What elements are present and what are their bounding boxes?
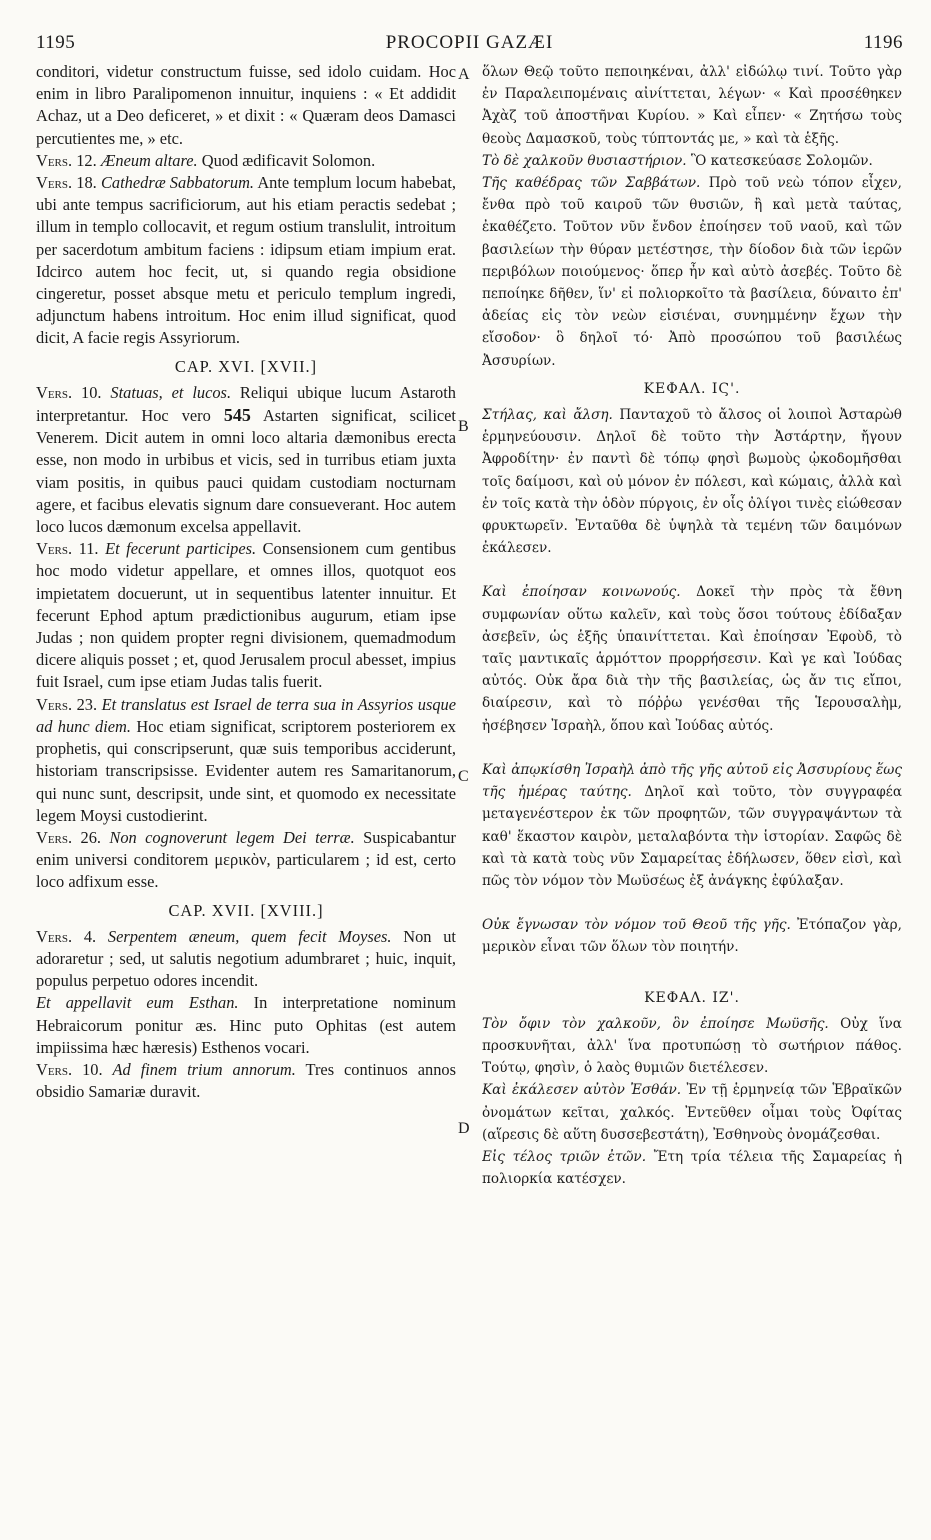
margin-letter-b: B bbox=[458, 418, 469, 435]
verse-title: Et translatus est Israel de terra sua in Assyrios usque ad hunc diem. bbox=[36, 694, 456, 736]
verse-title: Καὶ ἐκάλεσεν αὐτὸν Ἐσθάν. bbox=[482, 1082, 682, 1099]
verse-text: Δηλοῖ καὶ τοῦτο, τὸν συγγραφέα μεταγενέστερον ἐκ τῶν προφητῶν, τῶν συγγραψάντων τὰ καθ' ἕκαστον καιρὸν, μεταλαβόντα τὴν ἱστορίαν. Σαφῶς δὲ καὶ τὰ κατὰ τοὺς νῦν Σαμαρείτας ἐδήλωσεν, ὅθεν εἰσὶ, καὶ πῶς τὸν νόμον τὸν Μωϋσέως ἐξ ἀνάγκης ἐφύλαξαν. bbox=[482, 784, 902, 889]
verse-text: Οὐχ ἵνα προσκυνῆται, ἀλλ' ἵνα προτυπώσῃ τὸ σωτήριον πάθος. Τούτῳ, φησὶν, ὁ λαὸς θυμιῶν διετέλεσεν. bbox=[482, 1015, 902, 1077]
margin-letter-a: A bbox=[458, 66, 470, 83]
spacer bbox=[482, 559, 902, 581]
verse-text: Hoc etiam significat, scriptorem posteriorem ex prophetis, qui conscripserunt, quæ suis temporibus acciderunt, historiam transcripsisse. Evidenter autem res Samaritanorum, qui nunc sunt, descripsit, unde sint, et quomodo ex necessitate legem Moysi custodierint. bbox=[36, 716, 456, 825]
verse-title: Ad finem trium annorum. bbox=[112, 1059, 296, 1079]
verse-label: Vers. 12. bbox=[36, 150, 97, 170]
verse-title: Serpentem æneum, quem fecit Moyses. bbox=[107, 926, 392, 946]
verse-title: Καὶ ἐποίησαν κοινωνούς. bbox=[482, 584, 681, 601]
verse-text: Astarten significat, scilicet Venerem. Dicit autem in omni loco altaria dæmonibus erecta esse, non modo in urbibus et vicis, sed in turribus etiam juxta viam positis, in quibus pauci quidam custodiam nocturnam agere, et facibus elevatis signum dare consueverant. Hoc autem loco lucos dæmonum excelsa appellavit. bbox=[36, 406, 456, 537]
latin-paragraph bbox=[36, 827, 456, 894]
page-header bbox=[36, 32, 903, 58]
verse-label: Vers. 10. bbox=[36, 382, 102, 402]
verse-label: Vers. 11. bbox=[36, 539, 99, 559]
greek-paragraph bbox=[482, 404, 902, 559]
greek-column bbox=[482, 61, 902, 1510]
chapter-heading: CAP. XVI. [XVII.] bbox=[174, 356, 318, 376]
greek-paragraph bbox=[482, 1079, 902, 1146]
verse-title: Καὶ ἀπῳκίσθη Ἰσραὴλ ἀπὸ τῆς γῆς αὐτοῦ εἰς Ἀσσυρίους ἕως τῆς ἡμέρας ταύτης. bbox=[482, 761, 902, 801]
verse-text: Tres continuos annos obsidio Samariæ duravit. bbox=[36, 1059, 456, 1102]
column-number: 545 bbox=[223, 405, 251, 426]
verse-title: Statuas, et lucos. bbox=[110, 382, 232, 402]
verse-text: Non ut adoraretur ; sed, ut salutis negotium adumbraret ; huic, inquit, populus perpetuo odores incendit. bbox=[36, 926, 456, 991]
verse-label: Vers. 26. bbox=[36, 827, 102, 847]
spacer bbox=[482, 892, 902, 914]
margin-letter-c: C bbox=[458, 768, 469, 785]
verse-title: Στήλας, καὶ ἄλση. bbox=[482, 407, 613, 424]
verse-title: Τῆς καθέδρας τῶν Σαββάτων. bbox=[482, 175, 701, 192]
latin-paragraph bbox=[36, 694, 456, 827]
greek-paragraph bbox=[482, 1146, 902, 1190]
verse-title: Et fecerunt participes. bbox=[105, 539, 257, 559]
latin-paragraph bbox=[36, 1059, 456, 1103]
latin-column bbox=[36, 61, 456, 1510]
verse-text: Ἐτόπαζον γὰρ, μερικὸν εἶναι τῶν ὅλων τὸν ποιητήν. bbox=[482, 917, 902, 956]
latin-paragraph bbox=[36, 926, 456, 993]
greek-paragraph bbox=[482, 581, 902, 736]
verse-text: Suspicabantur enim universi conditorem μερικὸν, particularem ; id est, certo loco adfixum esse. bbox=[36, 827, 456, 892]
verse-title: Et appellavit eum Esthan. bbox=[36, 993, 239, 1013]
latin-paragraph bbox=[36, 172, 456, 350]
verse-text: In interpretatione nominum Hebraicorum ponitur æs. Hinc puto Ophitas (est autem impiissima hæc hæresis) Esthenos vocari. bbox=[36, 993, 456, 1057]
chapter-heading: CAP. XVII. [XVIII.] bbox=[168, 900, 324, 920]
greek-paragraph bbox=[482, 1013, 902, 1080]
greek-paragraph bbox=[482, 914, 902, 958]
verse-title: Cathedræ Sabbatorum. bbox=[100, 173, 255, 193]
verse-text: Ἐν τῇ ἑρμηνείᾳ τῶν Ἑβραϊκῶν ὀνομάτων κεῖται, χαλκός. Ἐντεῦθεν οἶμαι τοὺς Ὀφίτας (αἵρεσις δὲ αὕτη δυσσεβεστάτη), Ἐσθηνοὺς ὀνομάζεσθαι. bbox=[482, 1082, 902, 1143]
verse-text: Ἔτη τρία τέλεια τῆς Σαμαρείας ἡ πολιορκία κατέσχεν. bbox=[482, 1148, 902, 1188]
verse-text: Reliqui ubique lucum Astaroth interpretantur. Hoc vero bbox=[36, 382, 456, 426]
spacer bbox=[482, 737, 902, 759]
latin-paragraph bbox=[36, 150, 456, 172]
greek-paragraph bbox=[482, 172, 902, 372]
latin-paragraph bbox=[36, 992, 456, 1059]
right-page-number: 1196 bbox=[863, 32, 903, 53]
verse-title: Οὐκ ἔγνωσαν τὸν νόμον τοῦ Θεοῦ τῆς γῆς. bbox=[482, 917, 791, 934]
verse-label: Vers. 4. bbox=[36, 926, 97, 946]
verse-title: Εἰς τέλος τριῶν ἐτῶν. bbox=[482, 1148, 647, 1165]
left-page-number: 1195 bbox=[36, 32, 76, 53]
greek-paragraph bbox=[482, 150, 902, 172]
latin-paragraph bbox=[36, 382, 456, 538]
verse-text: Quod ædificavit Solomon. bbox=[197, 150, 376, 170]
verse-text: Πανταχοῦ τὸ ἄλσος οἱ λοιποὶ Ἀσταρὼθ ἑρμηνεύουσιν. Δηλοῖ δὲ τοῦτο τὴν Ἀστάρτην, ἤγουν Ἀφροδίτην· ἐν παντὶ δὲ τόπῳ φησὶ βωμοὺς ᾠκοδομῆσθαι τοῖς δαίμοσι, καὶ οὐ μόνον ἐν πόλεσι, καὶ κώμαις, ἀλλὰ καὶ ἐν τοῖς κατὰ τὴν ὁδὸν πύργοις, ἐν οἷς ὀλίγοι τινὲς εἰώθεσαν φρυκτωρεῖν. Ἐνταῦθα δὲ ὑψηλὰ τὰ τεμένη τῶν δαιμόνων ἐκάλεσεν. bbox=[482, 407, 902, 557]
verse-title: Τὸν ὄφιν τὸν χαλκοῦν, ὃν ἐποίησε Μωϋσῆς. bbox=[482, 1015, 829, 1032]
verse-title: Τὸ δὲ χαλκοῦν θυσιαστήριον. bbox=[482, 152, 687, 169]
verse-text: Ὃ κατεσκεύασε Σολομῶν. bbox=[686, 152, 873, 169]
verse-text: Πρὸ τοῦ νεὼ τόπον εἶχεν, ἔνθα πρὸ τοῦ καιροῦ τῶν θυσιῶν, ἢ καὶ μετὰ ταύτας, ἐκαθέζετο. Τοῦτον νῦν ἔνδον ἐποίησεν τοῦ ναοῦ, καὶ τῶν βασιλείων τὴν θύραν μετέστησε, τὴν δίοδον διὰ τῶν ἱερῶν περιβόλων ποιούμενος· ὅπερ ἦν καὶ αὐτὸ ἀσεβές. Τοῦτο δὲ πεποίηκε δῆθεν, ἵν' εἰ πολιορκοῖτο τὰ βασίλεια, δύναιτο ἐπ' ἀδείας εἰς τὸν νεὼν εἰσιέναι, συνημμένην ἔχων τὴν εἴσοδον· ὃ δηλοῖ τό· Ἀπὸ προσώπου τοῦ βασιλέως Ἀσσυρίων. bbox=[482, 175, 902, 369]
chapter-heading: ΚΕΦΑΛ. ΙΖ'. bbox=[644, 989, 740, 1006]
greek-paragraph bbox=[482, 759, 902, 892]
verse-label: Vers. 18. bbox=[36, 173, 97, 193]
verse-text: Ante templum locum habebat, ubi ante tempus sacrificiorum, aut his etiam peractis sedebat ; illum in templo collocavit, et regum ostium translulit, introitum per sacerdotum ambitum faciens : idipsum etiam impium erat. Idcirco autem hoc fecit, ut, si quando regia obsidione cingeretur, posset absque metu et periculo templum ingredi, adjunctum habens introitum. Hoc enim illud significat, quod dicit, A facie regis Assyriorum. bbox=[36, 173, 456, 348]
latin-paragraph bbox=[36, 538, 456, 693]
greek-paragraph: ὅλων Θεῷ τοῦτο πεποιηκέναι, ἀλλ' εἰδώλῳ τινί. Τοῦτο γὰρ ἐν Παραλειπομέναις αἰνίττεται, λέγων· « Καὶ προσέθηκεν Ἀχὰζ τοῦ ἀποστῆναι Κυρίου. » Καὶ εἶπεν· « Ζητήσω τοὺς θεοὺς Δαμασκοῦ, τοὺς τύπτοντάς με, » καὶ τὰ ἑξῆς. bbox=[482, 64, 902, 147]
verse-label: Vers. 10. bbox=[36, 1059, 103, 1079]
verse-text: Consensionem cum gentibus hoc modo videtur appellare, et omnes illos, quotquot eos impietatem docuerunt, ut in sequentibus latenter innuitur. Et fecerunt Ephod aptum prædictionibus augurum, etiam ipse Judas ; non quidem propter regni divisionem, quemadmodum dicere aliquis posset ; et, quod Jerusalem procul abesset, impius fuit Israel, cum ipse etiam Judas talis fuerit. bbox=[36, 539, 456, 692]
verse-text: Δοκεῖ τὴν πρὸς τὰ ἔθνη συμφωνίαν οὕτω καλεῖν, καὶ τοὺς ὅσοι τούτους ἐδίδαξαν ἀσεβεῖν, ὡς ἑξῆς ὑπαινίττεται. Καὶ ἐποίησαν Ἐφοὺδ, τὸ ταῖς μαντικαῖς ἁρμόττον προρρήσεσιν. Καὶ γε καὶ Ἰούδας αὐτός. Οὐκ ἄρα διὰ τὴν τῆς βασιλείας, ὡς ἄν τις εἴποι, διαίρεσιν, καὶ τὸ πόῤῥω γενέσθαι τῆς Ἱερουσαλὴμ, ἠσέβησεν Ἰσραὴλ, ὅπου καὶ Ἰούδας αὐτός. bbox=[482, 584, 902, 734]
verse-title: Æneum altare. bbox=[100, 150, 198, 170]
verse-title: Non cognoverunt legem Dei terræ. bbox=[109, 827, 355, 847]
latin-paragraph: conditori, videtur constructum fuisse, sed idolo cuidam. Hoc enim in libro Paralipomenon innuitur, inquiens : « Et addidit Achaz, ut a Deo deficeret, » et dixit : « Quæram deos Damasci percutientes me, » etc. bbox=[36, 62, 456, 148]
running-title: PROCOPII GAZÆI bbox=[385, 32, 554, 53]
spacer bbox=[482, 959, 902, 981]
verse-label: Vers. 23. bbox=[36, 694, 98, 714]
chapter-heading: ΚΕΦΑΛ. ΙϚ'. bbox=[643, 380, 741, 397]
margin-letter-d: D bbox=[458, 1120, 470, 1137]
